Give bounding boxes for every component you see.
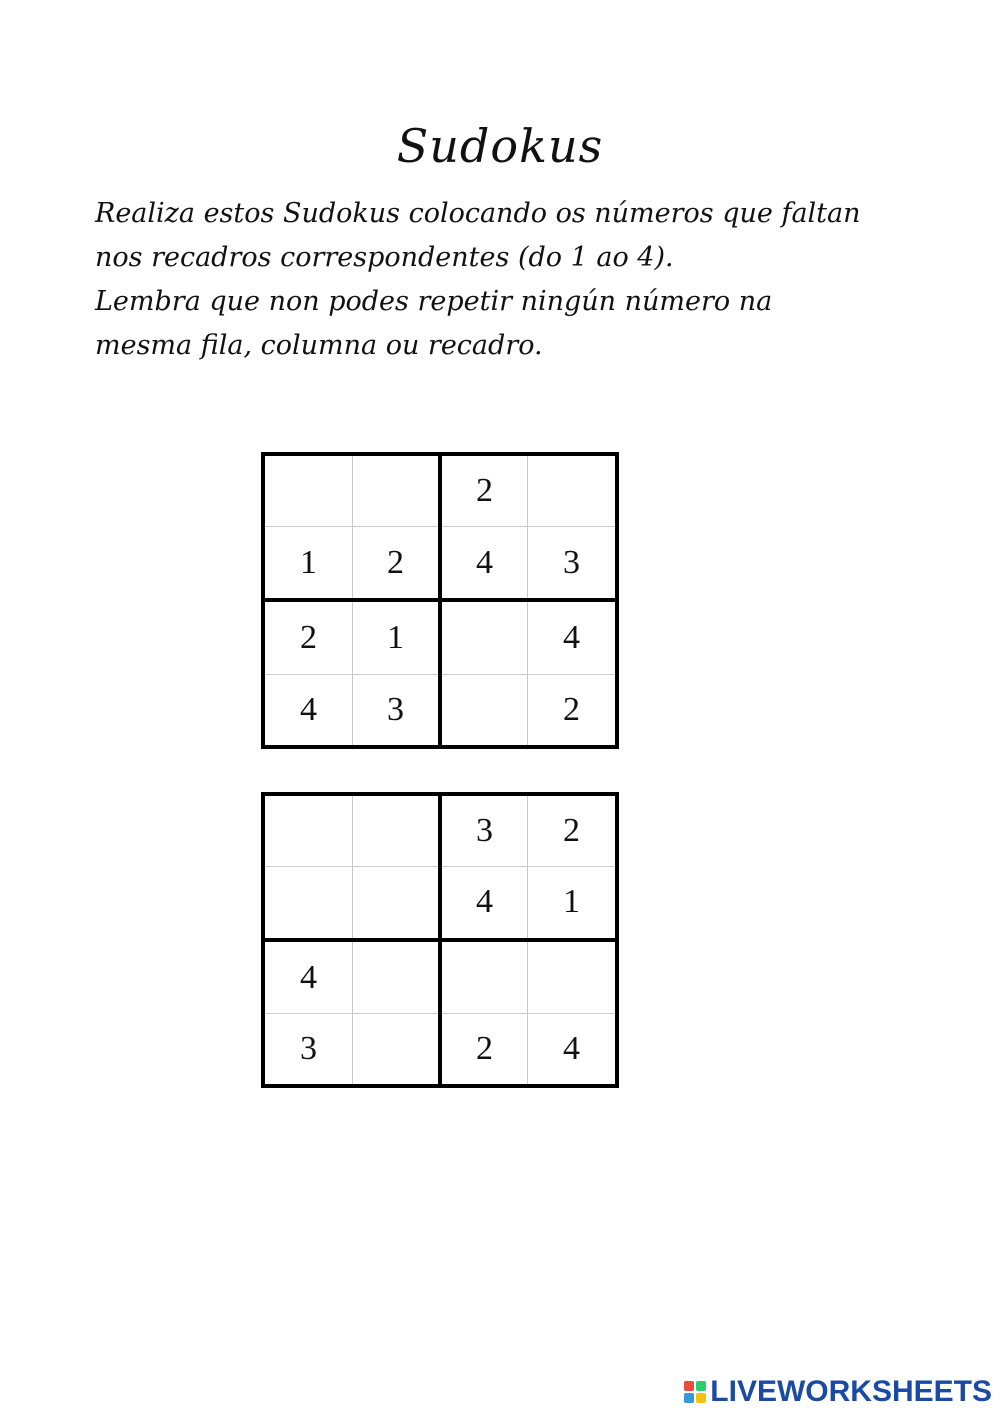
sudoku-cell[interactable]: 2 (353, 526, 441, 600)
sudoku-cell[interactable] (265, 866, 353, 940)
sudoku-cell[interactable] (528, 940, 616, 1014)
instruction-line: nos recadros correspondentes (do 1 ao 4). (95, 242, 674, 273)
sudoku-cell[interactable]: 2 (440, 456, 528, 526)
sudoku-cell[interactable] (440, 940, 528, 1014)
sudoku-cell[interactable] (440, 675, 528, 745)
sudoku-cell[interactable]: 4 (440, 526, 528, 600)
sudoku-grid-2 (261, 792, 619, 1088)
sudoku-cell[interactable]: 1 (528, 866, 616, 940)
sudoku-cell[interactable]: 2 (528, 675, 616, 745)
liveworksheets-logo (684, 1375, 992, 1409)
sudoku-cell[interactable] (353, 1014, 441, 1084)
sudoku-cell[interactable] (353, 796, 441, 866)
sudoku-cell[interactable]: 4 (265, 940, 353, 1014)
sudoku-cell[interactable] (353, 456, 441, 526)
instruction-line: mesma fila, columna ou recadro. (95, 330, 543, 361)
liveworksheets-logo-icon (684, 1381, 706, 1403)
sudoku-cell[interactable] (265, 796, 353, 866)
instructions (95, 192, 915, 368)
sudoku-cell[interactable] (265, 456, 353, 526)
sudoku-grid-1 (261, 452, 619, 749)
sudoku-cell[interactable]: 4 (528, 1014, 616, 1084)
sudoku-cell[interactable] (528, 456, 616, 526)
sudoku-cell[interactable]: 2 (440, 1014, 528, 1084)
sudoku-cell[interactable]: 2 (265, 600, 353, 674)
sudoku-cell[interactable]: 1 (265, 526, 353, 600)
instruction-line: Realiza estos Sudokus colocando os números que faltan (95, 198, 861, 229)
logo-square-icon (696, 1393, 706, 1403)
instruction-line: Lembra que non podes repetir ningún número na (95, 286, 773, 317)
logo-square-icon (696, 1381, 706, 1391)
sudoku-cell[interactable]: 4 (265, 675, 353, 745)
logo-square-icon (684, 1393, 694, 1403)
sudoku-cell[interactable]: 4 (440, 866, 528, 940)
sudoku-cell[interactable]: 3 (528, 526, 616, 600)
liveworksheets-wordmark: LIVEWORKSHEETS (710, 1375, 992, 1408)
sudoku-cell[interactable] (440, 600, 528, 674)
page-title: Sudokus (396, 119, 604, 173)
logo-square-icon (684, 1381, 694, 1391)
sudoku-cell[interactable]: 3 (353, 675, 441, 745)
sudoku-cell[interactable]: 4 (528, 600, 616, 674)
sudoku-cell[interactable] (353, 940, 441, 1014)
sudoku-cell[interactable]: 1 (353, 600, 441, 674)
sudoku-cell[interactable] (353, 866, 441, 940)
sudoku-cell[interactable]: 3 (265, 1014, 353, 1084)
sudoku-cell[interactable]: 2 (528, 796, 616, 866)
sudoku-cell[interactable]: 3 (440, 796, 528, 866)
